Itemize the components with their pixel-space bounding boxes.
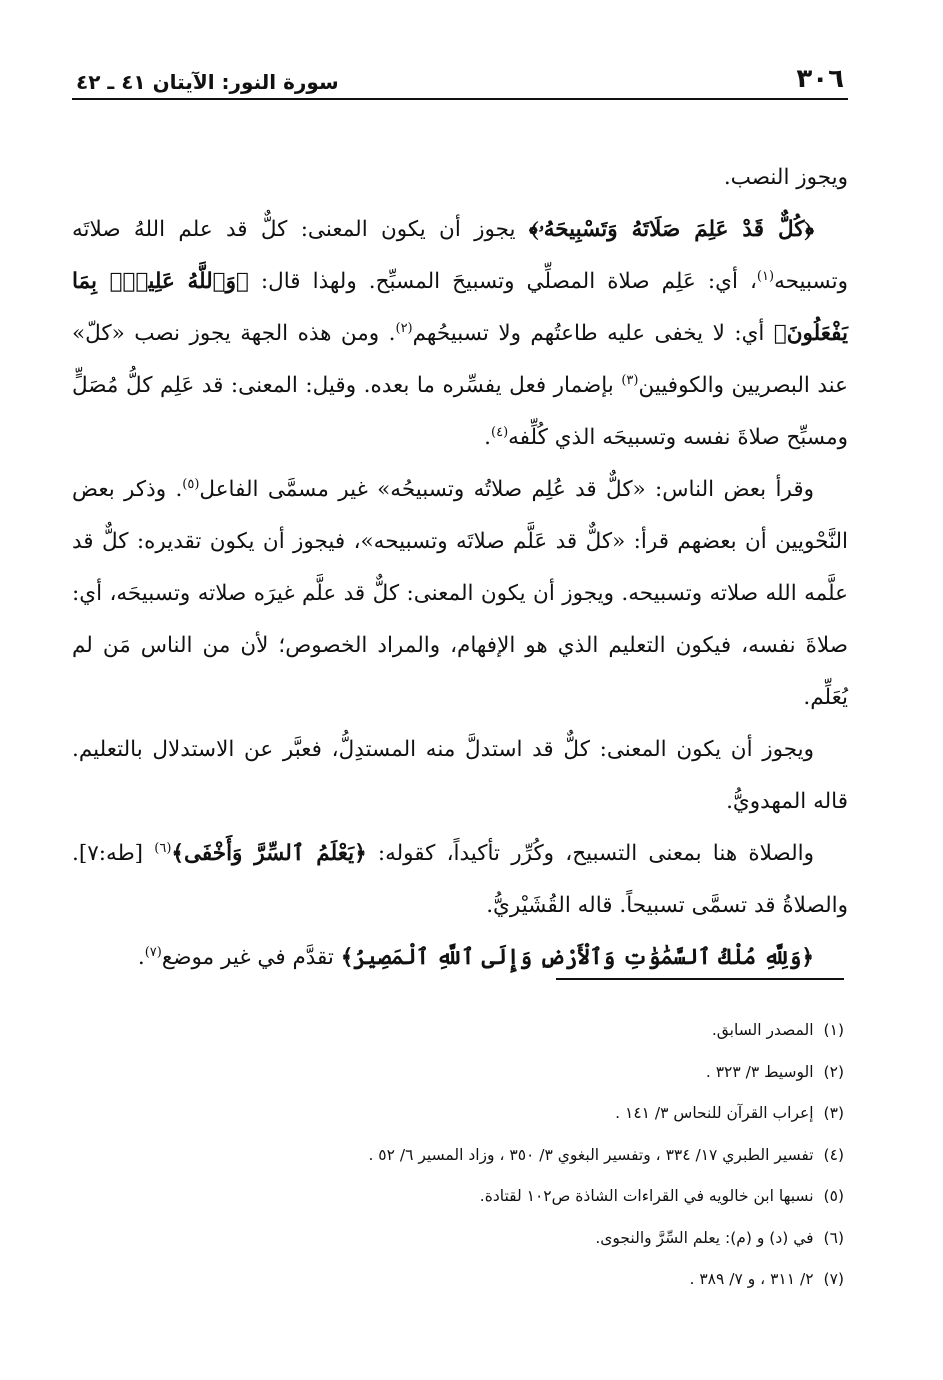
paragraph-1: ويجوز النصب.: [723, 165, 848, 190]
paragraph-text: وقرأ بعض الناس: «كلٌّ قد عُلِم صلاتُه وتسبيحُه» غير مسمَّى الفاعل: [199, 477, 814, 502]
footnote-2: [72, 1052, 844, 1094]
footnote-3: [72, 1093, 844, 1135]
footnote-ref-1[interactable]: (١): [756, 268, 775, 284]
paragraph-text: تقدَّم في غير موضع: [161, 945, 341, 970]
footnote-7: [72, 1259, 844, 1301]
footnote-number: (٦): [823, 1228, 844, 1247]
paragraph-text: بإضمار فعل يفسِّره ما بعده. وقيل: المعنى: قد عَلِم كلُّ مُصَلٍّ ومسبِّح صلاةَ نفسه وتسبيحَه الذي كُلِّفه: [72, 373, 848, 450]
footnote-number: (٢): [823, 1062, 844, 1081]
footnote-ref-7[interactable]: (٧): [144, 944, 162, 960]
page-header: [72, 62, 848, 100]
footnote-text: في (د) و (م): يعلم السِّرَّ والنجوى.: [595, 1228, 814, 1247]
paragraph-text: والصلاة هنا بمعنى التسبيح، وكُرِّر تأكيداً، كقوله:: [366, 841, 814, 866]
footnote-ref-6[interactable]: (٦): [154, 840, 172, 856]
footnote-separator: [556, 978, 844, 980]
paragraph-text: .: [137, 945, 145, 970]
footnote-number: (٣): [823, 1104, 844, 1122]
paragraph-text: يجوز أن يكون المعنى: كلٌّ قد علم اللهُ صلاتَه وتسبيحه: [72, 217, 848, 294]
main-text: [72, 152, 848, 984]
footnote-ref-2[interactable]: (٢): [395, 320, 413, 336]
footnote-text: الوسيط ٣/ ٣٢٣ .: [705, 1062, 814, 1081]
paragraph-6: [72, 932, 848, 984]
page-number: ٣٠٦: [796, 64, 844, 94]
running-title: سورة النور: الآيتان ٤١ ـ ٤٢: [76, 70, 339, 94]
footnotes-list: [72, 1010, 844, 1301]
footnote-1: [72, 1010, 844, 1052]
quran-verse: ﴿وَٱللَّهُ عَلِيمُۢ بِمَا يَفْعَلُونَ﴾: [72, 269, 848, 346]
paragraph-4: ويجوز أن يكون المعنى: كلٌّ قد استدلَّ منه المستدِلُّ، فعبَّر عن الاستدلال بالتعليم. قاله المهدويُّ.: [72, 737, 848, 814]
paragraph-text: ، أي: عَلِم صلاة المصلِّي وتسبيحَ المسبِّح. ولهذا قال:: [248, 269, 757, 294]
paragraph-text: أي: لا يخفى عليه طاعتُهم ولا تسبيحُهم: [412, 321, 774, 346]
book-page: [72, 62, 848, 1322]
footnote-number: (١): [823, 1021, 844, 1039]
quran-verse: ﴿كُلٌّ قَدْ عَلِمَ صَلَاتَهُ وَتَسْبِيحَهُۥ﴾: [528, 217, 814, 242]
footnote-number: (٧): [823, 1270, 844, 1288]
paragraph-text: [طه:٧]. والصلاةُ قد تسمَّى تسبيحاً. قاله القُشَيْريُّ.: [72, 841, 848, 918]
quran-verse: ﴿يَعْلَمُ ٱلسِّرَّ وَأَخْفَى﴾: [171, 841, 367, 866]
quran-verse: ﴿وَلِلَّهِ مُلْكُ ٱلسَّمَٰوَٰتِ وَٱلْأَرْضِ وَإِلَى ٱللَّهِ ٱلْمَصِيرُ﴾: [340, 945, 814, 970]
paragraph-2: [72, 204, 848, 464]
footnote-ref-5[interactable]: (٥): [182, 476, 200, 492]
paragraph-text: . ومن هذه الجهة يجوز نصب «كلّ» عند البصريين والكوفيين: [72, 321, 848, 398]
footnote-ref-3[interactable]: (٣): [621, 372, 639, 388]
footnote-number: (٥): [823, 1187, 844, 1205]
footnote-5: [72, 1176, 844, 1218]
footnote-ref-4[interactable]: (٤): [491, 424, 509, 440]
footnote-text: إعراب القرآن للنحاس ٣/ ١٤١ .: [615, 1104, 814, 1122]
footnote-text: نسبها ابن خالويه في القراءات الشاذة ص١٠٢ لقتادة.: [479, 1187, 814, 1205]
footnote-number: (٤): [823, 1145, 844, 1164]
footnote-6: [72, 1218, 844, 1260]
paragraph-3: [72, 464, 848, 724]
footnote-text: تفسير الطبري ١٧/ ٣٣٤ ، وتفسير البغوي ٣/ ٣٥٠ ، وزاد المسير ٦/ ٥٢ .: [368, 1145, 814, 1164]
footnote-4: [72, 1135, 844, 1177]
paragraph-text: .: [484, 425, 491, 450]
footnote-text: ٢/ ٣١١ ، و ٧/ ٣٨٩ .: [689, 1270, 814, 1288]
paragraph-5: [72, 828, 848, 932]
paragraph-text: . وذكر بعض النَّحْويين أن بعضهم قرأ: «كلٌّ قد عَلَّم صلاتَه وتسبيحه»، فيجوز أن يكون تقديره: كلٌّ قد علَّمه الله صلاته وتسبيحه. ويجوز أن يكون المعنى: كلٌّ قد علَّم غيرَه صلاته وتسبيحَه، أي: صلاةَ نفسه، فيكون التعليم الذي هو الإفهام، والمراد الخصوص؛ لأن من الناس مَن لم يُعَلِّم.: [72, 477, 848, 710]
footnote-text: المصدر السابق.: [711, 1021, 814, 1039]
